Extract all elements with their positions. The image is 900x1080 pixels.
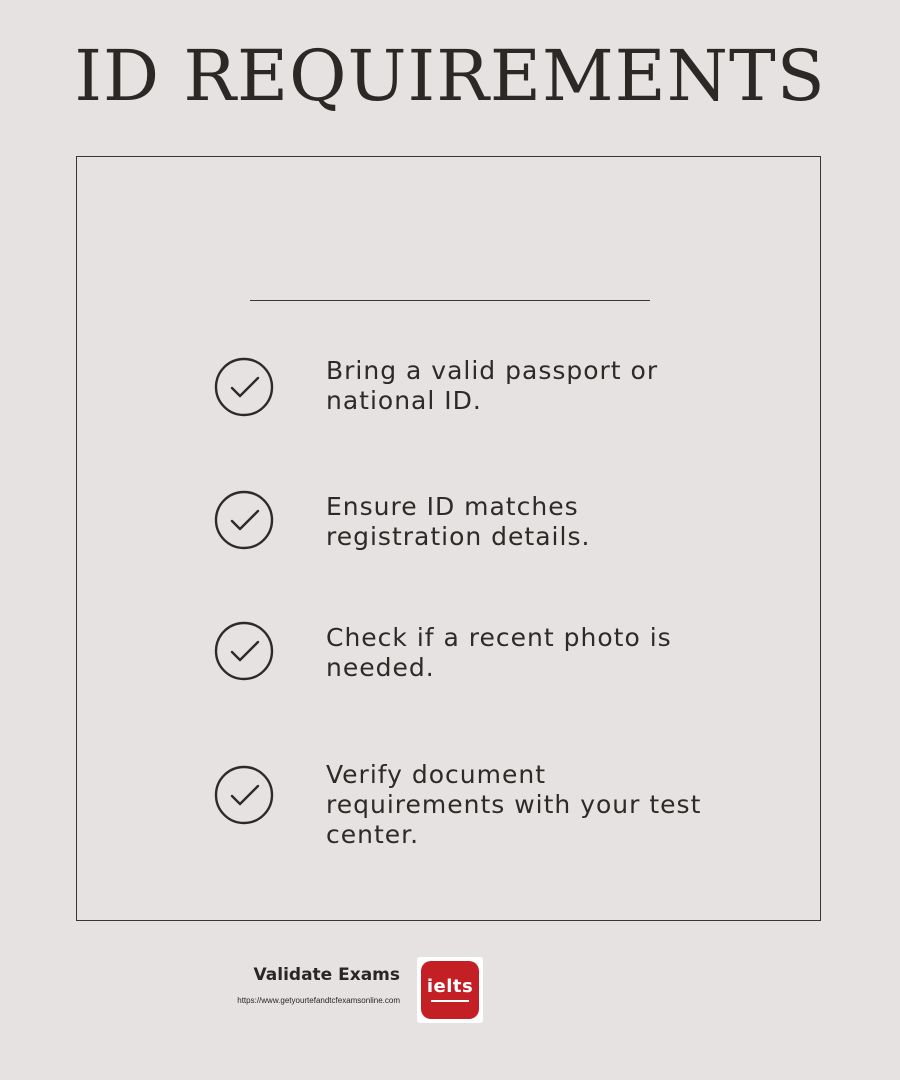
requirement-line: Check if a recent photo is [326, 623, 672, 652]
requirement-line: needed. [326, 653, 435, 682]
divider-line [250, 300, 650, 301]
check-circle-icon [213, 764, 275, 826]
check-circle-icon [213, 620, 275, 682]
requirement-line: registration details. [326, 522, 591, 551]
requirement-text [326, 356, 746, 416]
check-circle-icon [213, 356, 275, 418]
ielts-logo-underline [431, 1000, 469, 1002]
ielts-logo-tile [421, 961, 479, 1019]
brand-url[interactable]: https://www.getyourtefandtcfexamsonline.com [237, 996, 400, 1005]
ielts-logo-text: ielts [426, 976, 474, 997]
ielts-logo [417, 957, 483, 1023]
requirement-line: national ID. [326, 386, 482, 415]
brand-name: Validate Exams [253, 965, 400, 985]
requirement-line: center. [326, 820, 420, 849]
check-circle-icon [213, 489, 275, 551]
requirement-line: Bring a valid passport or [326, 356, 659, 385]
page-title: ID REQUIREMENTS [74, 35, 826, 117]
requirement-text [326, 760, 746, 850]
requirement-text [326, 623, 746, 683]
requirement-text [326, 492, 746, 552]
requirement-line: requirements with your test [326, 790, 702, 819]
requirement-line: Ensure ID matches [326, 492, 579, 521]
requirement-line: Verify document [326, 760, 547, 789]
